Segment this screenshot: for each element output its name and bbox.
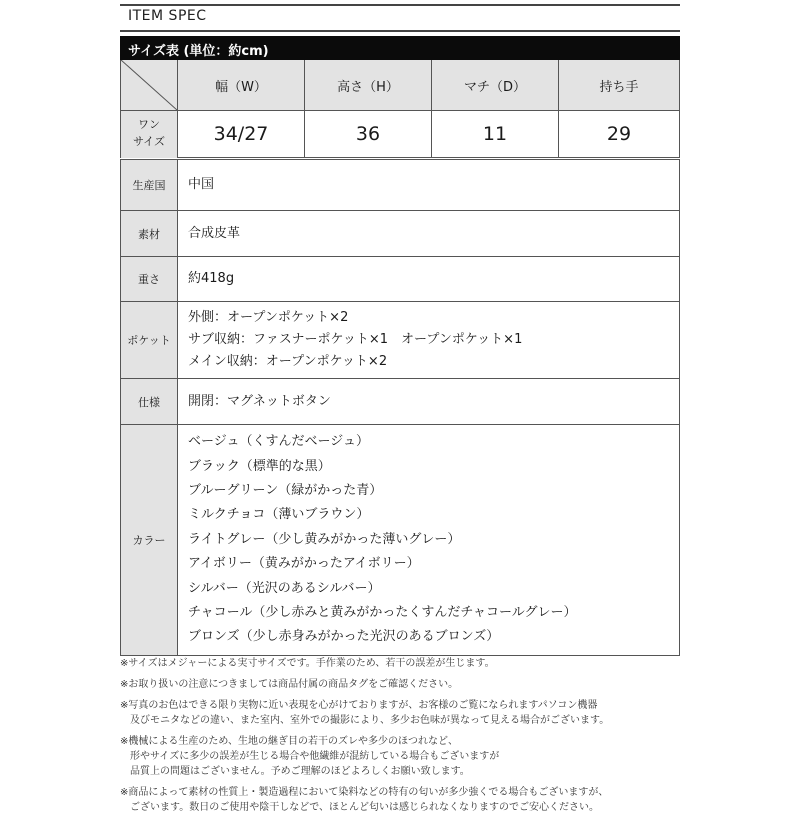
row-label-line-2: サイズ [132, 135, 166, 148]
color-option: ベージュ（くすんだベージュ） [188, 434, 369, 450]
divider [304, 60, 305, 158]
spec-value: 開閉：マグネットボタン [188, 393, 331, 409]
color-option: チャコール（少し赤みと黄みがかったくすんだチャコールグレー） [188, 605, 577, 621]
spec-row-pocket [121, 301, 679, 378]
spec-row-weight [121, 256, 679, 301]
notes [120, 656, 720, 821]
note-line: ※機械による生産のため、生地の継ぎ目の若干のズレや多少のほつれなど、 [120, 736, 458, 747]
header-top-rule [120, 4, 680, 6]
note-line: ※商品によって素材の性質上・製造過程において染料などの特有の匂いが多少強くでる場合もございますが、 [120, 787, 609, 798]
row-label-one-size [121, 110, 177, 158]
header-bottom-rule [120, 30, 680, 32]
note-size [120, 656, 720, 671]
column-header-width: 幅（W） [178, 60, 304, 110]
spec-value: 合成皮革 [188, 225, 241, 241]
color-option: ライトグレー（少し黄みがかった薄いグレー） [188, 531, 461, 547]
column-header-depth: マチ（D） [432, 60, 558, 110]
spec-row-spec [121, 378, 679, 424]
spec-table [120, 159, 680, 656]
spec-value-line: 外側：オープンポケット×2 [188, 310, 349, 325]
row-label-line-1: ワン [138, 118, 160, 131]
color-option: ミルクチョコ（薄いブラウン） [188, 507, 370, 523]
note-line: ございます。数日のご使用や陰干しなどで、ほとんど匂いは感じられなくなりますのでご安心ください。 [120, 802, 599, 813]
note-photo-color [120, 698, 720, 728]
note-odor [120, 785, 720, 815]
spec-row-origin [121, 160, 679, 210]
value-height: 36 [355, 123, 381, 145]
spec-value-line: サブ収納：ファスナーポケット×1 オープンポケット×1 [188, 332, 523, 347]
note-line: 形やサイズに多少の誤差が生じる場合や他繊維が混紡している場合もございますが [120, 751, 500, 762]
spec-label: カラー [121, 425, 178, 655]
note-line: 及びモニタなどの違い、また室内、室外での撮影により、多少お色味が異なって見える場合がございます。 [120, 715, 610, 726]
spec-value-line: メイン収納：オープンポケット×2 [188, 354, 388, 369]
spec-row-color [121, 424, 679, 655]
color-option: ブラック（標準的な黒） [188, 458, 331, 474]
spec-label: 重さ [121, 257, 178, 301]
spec-label: 素材 [121, 211, 178, 256]
size-table-header [120, 36, 680, 60]
page-title: ITEM SPEC [128, 8, 207, 24]
color-option: ブルーグリーン（緑がかった青） [188, 482, 383, 498]
divider [121, 110, 679, 111]
value-handle: 29 [606, 123, 632, 145]
note-line: ※写真のお色はできる限り実物に近い表現を心がけておりますが、お客様のご覧になられますパソコン機器 [120, 700, 598, 711]
color-option: アイボリー（黄みがかったアイボリー） [188, 556, 420, 572]
note-machine-production [120, 734, 720, 779]
divider [177, 60, 178, 158]
color-option: シルバー（光沢のあるシルバー） [188, 580, 381, 596]
column-header-handle: 持ち手 [559, 60, 679, 110]
diagonal-line-icon [121, 60, 177, 110]
size-table-title: サイズ表 (単位：約cm) [128, 44, 269, 59]
color-option: ブロンズ（少し赤身みがかった光沢のあるブロンズ） [188, 629, 500, 645]
divider [431, 60, 432, 158]
column-header-height: 高さ（H） [305, 60, 431, 110]
spec-value: 約418g [188, 271, 235, 286]
note-line: 品質上の問題はございません。予めご理解のほどよろしくお願い致します。 [120, 766, 470, 777]
spec-label: ポケット [121, 302, 178, 378]
spec-label: 仕様 [121, 379, 178, 424]
size-table-corner-cell [121, 60, 177, 110]
spec-row-material [121, 210, 679, 256]
divider [558, 60, 559, 158]
size-table [120, 60, 680, 158]
note-care [120, 677, 720, 692]
spec-value: 中国 [188, 177, 215, 192]
note-line: ※お取り扱いの注意につきましては商品付属の商品タグをご確認ください。 [120, 679, 459, 690]
value-width: 34/27 [213, 123, 269, 145]
note-line: ※サイズはメジャーによる実寸サイズです。手作業のため、若干の誤差が生じます。 [120, 658, 495, 669]
spec-label: 生産国 [121, 160, 178, 210]
value-depth: 11 [482, 123, 508, 145]
